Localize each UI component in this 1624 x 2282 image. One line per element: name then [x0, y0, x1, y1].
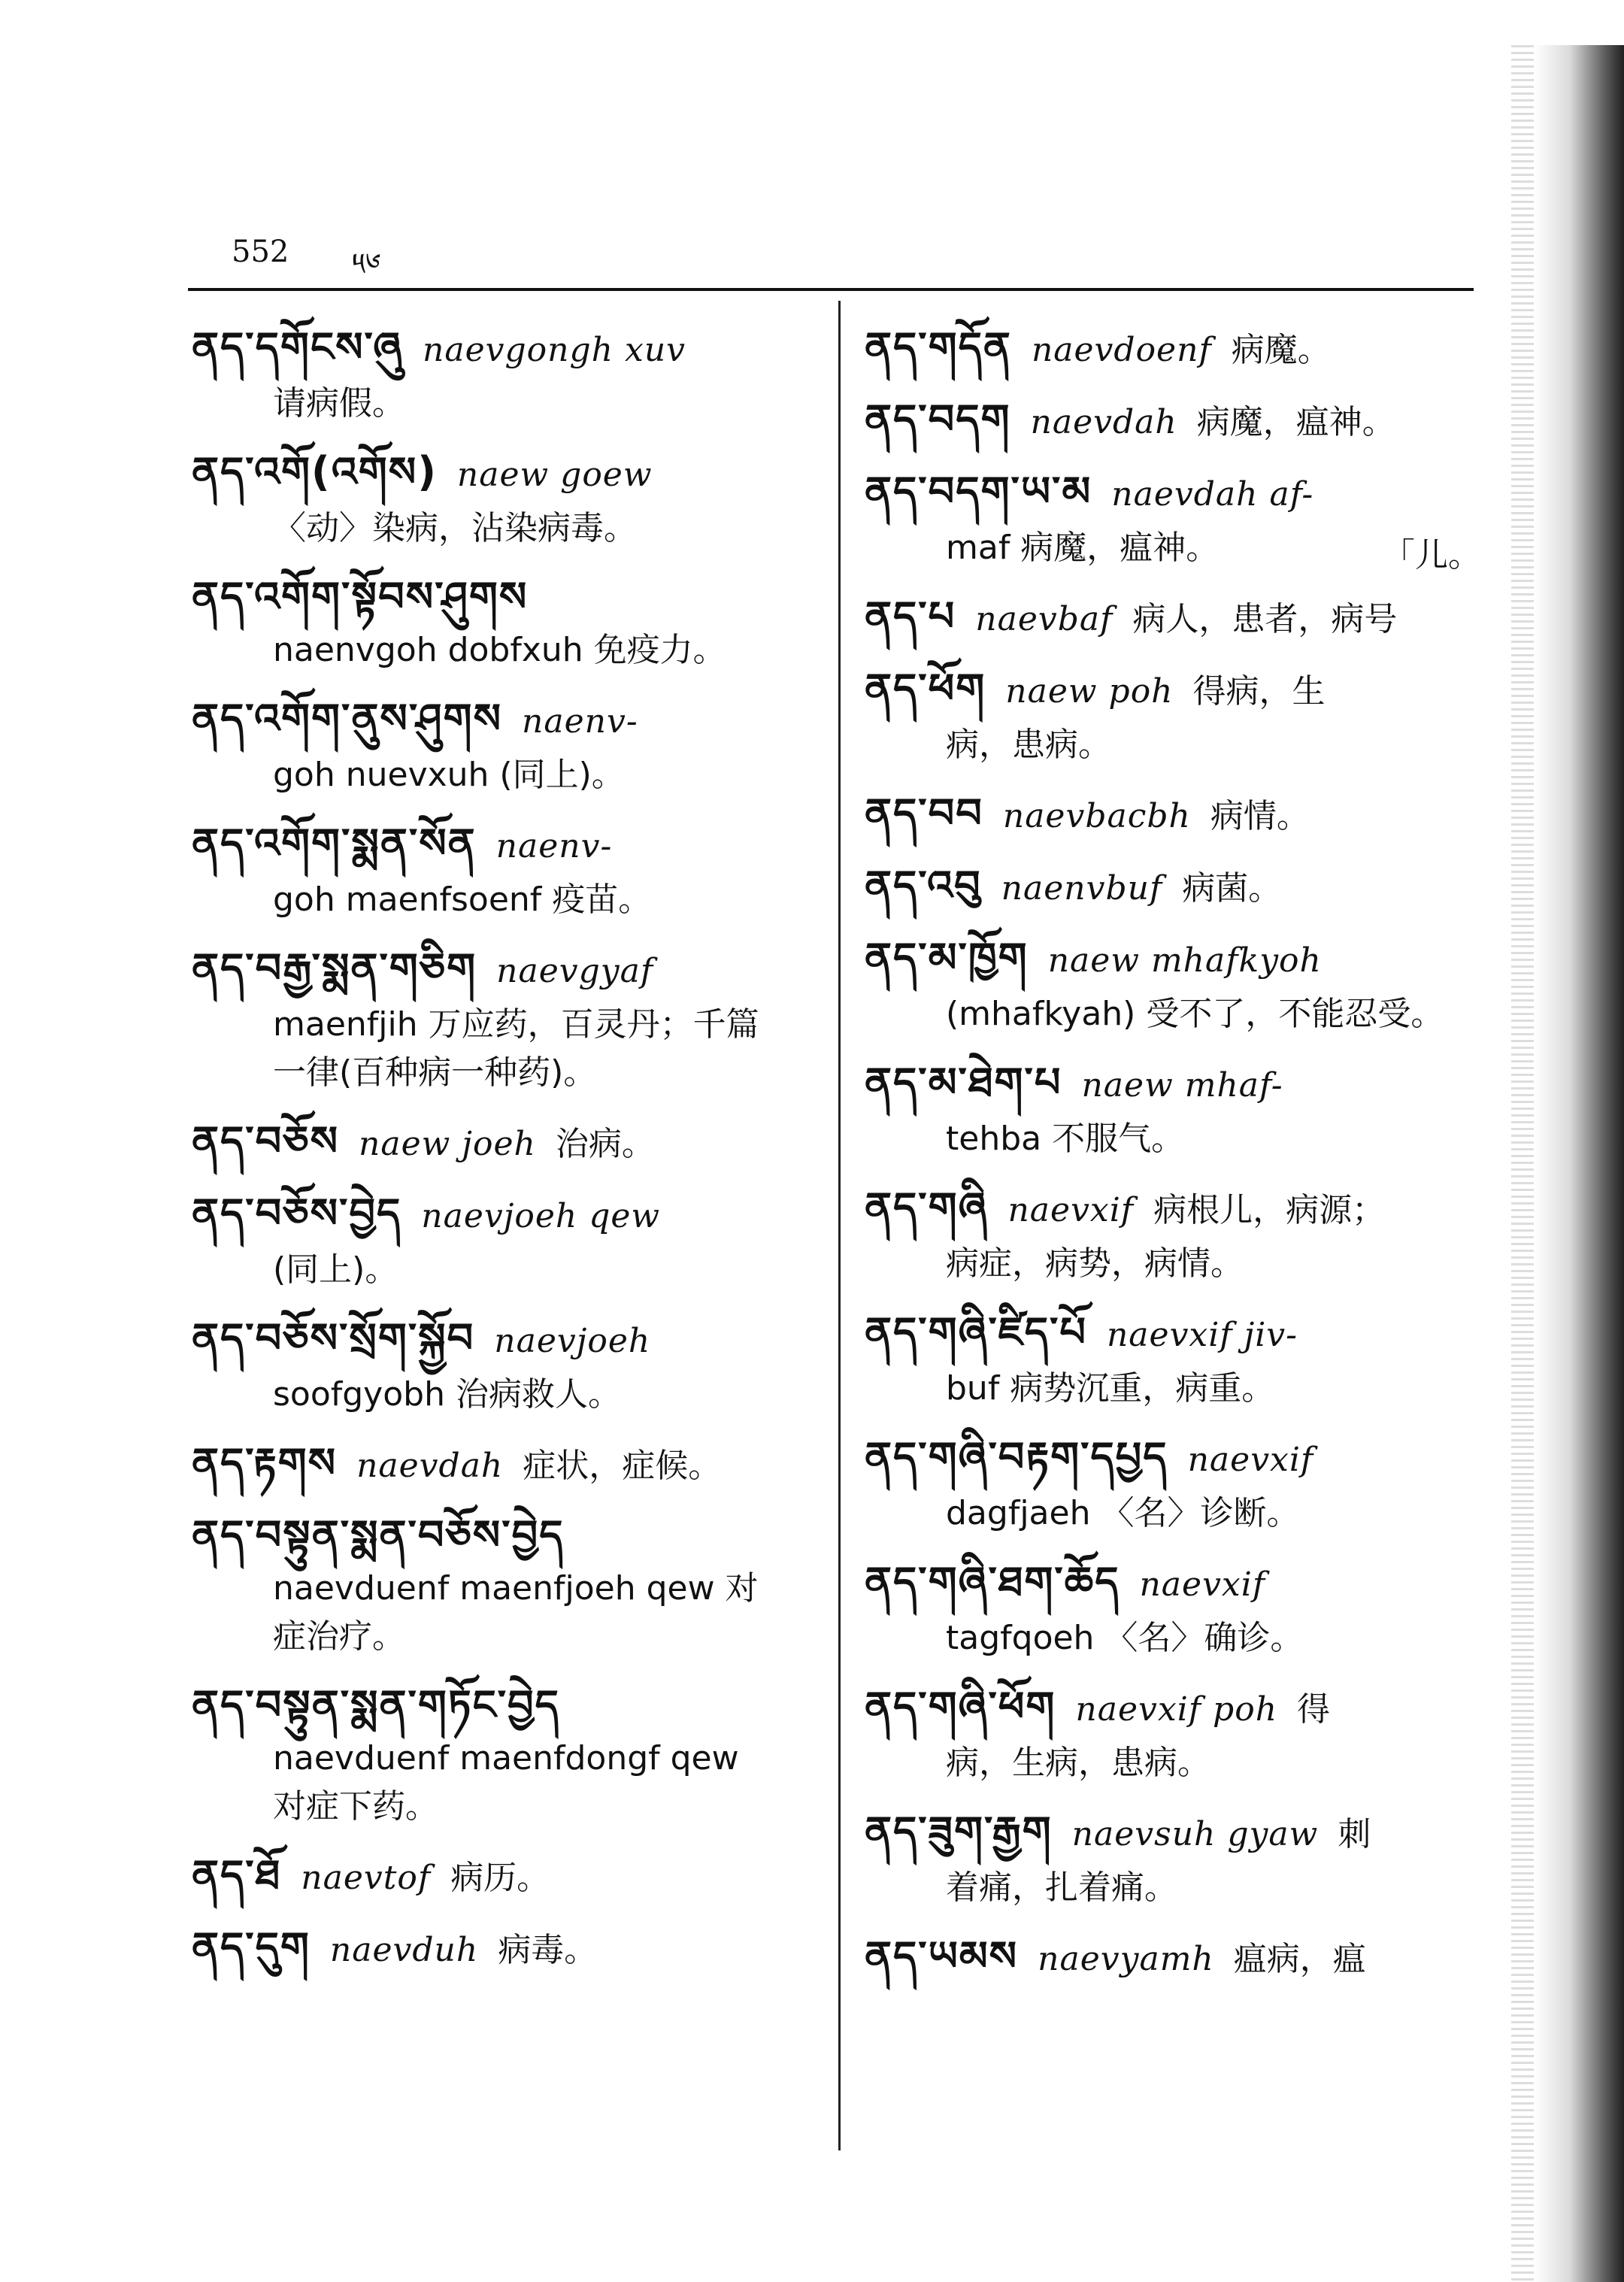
- entry-headline: [192, 441, 816, 507]
- romanization: naew mhafkyoh: [1047, 941, 1322, 980]
- romanization: naevxif: [1139, 1565, 1266, 1604]
- dictionary-entry: [192, 1844, 816, 1910]
- tibetan-headword: ནད་འགོག་སྨན་སོན: [192, 820, 477, 867]
- page-number: 552: [232, 235, 289, 269]
- entry-headline: [865, 1426, 1481, 1492]
- romanization: naevdah: [356, 1447, 504, 1485]
- dictionary-entry: [192, 1674, 816, 1833]
- romanization: naenv-: [495, 827, 613, 865]
- entry-continuation: 对症下药。: [273, 1787, 438, 1826]
- entry-headline: [865, 854, 1481, 920]
- tibetan-headword: ནད་བཅོས་བྱེད: [192, 1189, 402, 1237]
- tibetan-headword: ནད་འགོག་སྟོབས་ཤུགས: [192, 573, 529, 620]
- entry-headline: [192, 812, 816, 878]
- entry-headline: [192, 316, 816, 382]
- chinese-gloss: 症状，症候。: [523, 1447, 722, 1485]
- entry-continuation: naenvgoh dobfxuh 免疫力。: [273, 631, 726, 669]
- chinese-gloss: 瘟病，瘟: [1233, 1940, 1366, 1978]
- chinese-gloss: 病历。: [450, 1859, 550, 1897]
- romanization: naew poh: [1005, 672, 1174, 711]
- entry-headline: [865, 926, 1481, 993]
- entry-continuation: 症治疗。: [273, 1617, 405, 1656]
- header-rule: [188, 288, 1474, 291]
- margin-note: 「儿。: [1382, 536, 1481, 574]
- entry-headline: [192, 1182, 816, 1248]
- entry-headline: [192, 937, 816, 1003]
- tibetan-headword: ནད་བསྟུན་སྨན་གཏོང་བྱེད: [192, 1681, 560, 1729]
- dictionary-entry: [192, 937, 816, 1099]
- romanization: naevtof: [301, 1859, 432, 1897]
- romanization: naevduh: [329, 1931, 479, 1969]
- chinese-gloss: 病根儿，病源；: [1153, 1191, 1386, 1229]
- entry-continuation: tagfqoeh 〈名〉确诊。: [946, 1619, 1304, 1657]
- dictionary-entry: [865, 782, 1481, 848]
- tibetan-headword: ནད་བརྒྱ་སྨན་གཅིག: [192, 944, 477, 992]
- dictionary-entry: [865, 854, 1481, 920]
- dictionary-entry: [865, 460, 1481, 574]
- tibetan-headword: ནད་བཅོས: [192, 1117, 340, 1165]
- entry-continuation: 请病假。: [273, 384, 405, 423]
- romanization: naevbaf: [975, 600, 1113, 638]
- entry-continuation: 病，生病，患病。: [946, 1744, 1210, 1782]
- entry-continuation: 病症，病势，病情。: [946, 1244, 1244, 1283]
- entry-continuation: maf 病魔，瘟神。: [946, 529, 1220, 567]
- romanization: naenv-: [522, 702, 638, 741]
- right-column: [865, 316, 1481, 1997]
- romanization: naew goew: [456, 456, 653, 494]
- entry-headline: [192, 1674, 816, 1737]
- dictionary-entry: [192, 1307, 816, 1421]
- entry-headline: [192, 565, 816, 629]
- entry-continuation: naevduenf maenfjoeh qew 对: [273, 1569, 759, 1608]
- chinese-gloss: 病魔。: [1231, 331, 1331, 369]
- dictionary-entry: [192, 1432, 816, 1498]
- entry-headline: [865, 585, 1481, 651]
- entry-headline: [865, 1176, 1481, 1242]
- chinese-gloss: 得病，生: [1192, 672, 1326, 711]
- entry-headline: [865, 460, 1481, 526]
- tibetan-headword: ནད་ཕོག: [865, 665, 986, 712]
- entry-headline: [865, 1800, 1481, 1866]
- romanization: naevxif: [1007, 1191, 1135, 1229]
- tibetan-headword: ནད་གཞི་ཕོག: [865, 1683, 1056, 1730]
- entry-headline: [865, 1675, 1481, 1741]
- entry-continuation: soofgyobh 治病救人。: [273, 1375, 621, 1414]
- chinese-gloss: 病人，患者，病号: [1132, 600, 1398, 638]
- entry-headline: [865, 388, 1481, 454]
- chinese-gloss: 得: [1297, 1690, 1331, 1729]
- romanization: naevdah: [1030, 403, 1177, 441]
- entry-continuation: goh maenfsoenf 疫苗。: [273, 880, 652, 919]
- entry-continuation: 一律(百种病一种药)。: [273, 1053, 597, 1092]
- romanization: naenvbuf: [1001, 869, 1163, 908]
- dictionary-entry: [192, 812, 816, 926]
- romanization: naevdah af-: [1111, 475, 1314, 514]
- dictionary-entry: [865, 1925, 1481, 1991]
- dictionary-entry: [865, 1800, 1481, 1914]
- entry-continuation: (同上)。: [273, 1250, 398, 1289]
- tibetan-headword: ནད་བབ: [865, 789, 983, 837]
- entry-headline: [865, 782, 1481, 848]
- romanization: naevyamh: [1038, 1940, 1214, 1978]
- dictionary-entry: [865, 1301, 1481, 1415]
- romanization: naevgyaf: [496, 952, 654, 990]
- column-divider: [838, 301, 841, 2150]
- tibetan-headword: ནད་ཟུག་རྒྱག: [865, 1808, 1053, 1855]
- tibetan-headword: ནད་དགོངས་ཞུ: [192, 323, 404, 371]
- scan-edge-shadow: [1534, 45, 1624, 2282]
- chinese-gloss: 病魔，瘟神。: [1196, 403, 1395, 441]
- chinese-gloss: 病毒。: [498, 1931, 598, 1969]
- romanization: naevsuh gyaw: [1071, 1815, 1319, 1853]
- romanization: naew joeh: [359, 1125, 536, 1163]
- dictionary-entry: [865, 1550, 1481, 1665]
- dictionary-entry: [192, 316, 816, 430]
- chinese-gloss: 病菌。: [1182, 869, 1282, 908]
- entry-continuation: maenfjih 万应药，百灵丹；千篇: [273, 1005, 759, 1044]
- entry-headline: [865, 1301, 1481, 1367]
- tibetan-headword: ནད་མ་ཐེག་པ: [865, 1059, 1062, 1106]
- dictionary-entry: [865, 657, 1481, 771]
- dictionary-entry: [865, 1051, 1481, 1165]
- romanization: naevjoeh qew: [421, 1197, 661, 1235]
- entry-continuation: (mhafkyah) 受不了，不能忍受。: [946, 995, 1444, 1033]
- entry-continuation: 着痛，扎着痛。: [946, 1868, 1177, 1907]
- entry-headline: [192, 1916, 816, 1982]
- tibetan-headword: ནད་འབུ: [865, 862, 982, 909]
- entry-headline: [865, 1925, 1481, 1991]
- entry-headline: [865, 657, 1481, 723]
- dictionary-entry: [865, 1176, 1481, 1290]
- entry-headline: [865, 1051, 1481, 1117]
- dictionary-entry: [865, 1426, 1481, 1540]
- entry-headline: [192, 1110, 816, 1176]
- entry-headline: [865, 316, 1481, 382]
- entry-headline: [192, 1307, 816, 1373]
- tibetan-headword: ནད་པ: [865, 592, 956, 640]
- romanization: naevxif poh: [1075, 1690, 1278, 1729]
- entry-headline: [865, 1550, 1481, 1617]
- dictionary-entry: [865, 926, 1481, 1041]
- entry-headline: [192, 1844, 816, 1910]
- tibetan-headword: ནད་བདག: [865, 395, 1011, 443]
- dictionary-entry: [192, 441, 816, 555]
- left-column: [192, 316, 816, 1988]
- entry-continuation: dagfjaeh 〈名〉诊断。: [946, 1494, 1300, 1532]
- entry-headline: [192, 1432, 816, 1498]
- romanization: naevbacbh: [1002, 797, 1191, 835]
- tibetan-headword: ནད་འགོ(འགོས): [192, 448, 438, 495]
- chinese-gloss: 病情。: [1210, 797, 1310, 835]
- tibetan-headword: ནད་བདག་ཡ་མ: [865, 468, 1092, 515]
- dictionary-entry: [865, 388, 1481, 454]
- tibetan-headword: ནད་བསྟུན་སྨན་བཅོས་བྱེད: [192, 1511, 565, 1559]
- tibetan-headword: ནད་གཞི་ཐག་ཆོད: [865, 1558, 1120, 1605]
- tibetan-headword: ནད་ཐོ: [192, 1851, 282, 1899]
- tibetan-headword: ནད་གཞི་ཛིད་པོ: [865, 1308, 1087, 1356]
- entry-continuation: buf 病势沉重，病重。: [946, 1369, 1275, 1408]
- dictionary-entry: [192, 565, 816, 677]
- romanization: naevgongh xuv: [423, 331, 686, 369]
- tibetan-headword: ནད་འགོག་ནུས་ཤུགས: [192, 695, 503, 742]
- romanization: naew mhaf-: [1081, 1066, 1283, 1105]
- tibetan-headword: ནད་ཡམས: [865, 1932, 1019, 1980]
- entry-continuation: naevduenf maenfdongf qew: [273, 1739, 739, 1777]
- entry-continuation: goh nuevxuh (同上)。: [273, 756, 625, 794]
- tibetan-headword: ནད་མ་ཁྱོག: [865, 934, 1029, 981]
- entry-continuation: tehba 不服气。: [946, 1120, 1185, 1158]
- tibetan-page-number: ༥༦: [352, 247, 381, 282]
- tibetan-headword: ནད་གཞི: [865, 1183, 989, 1231]
- tibetan-headword: ནད་གཞི་བརྟག་དཔྱད: [865, 1433, 1168, 1480]
- romanization: naevxif: [1187, 1441, 1314, 1479]
- tibetan-headword: ནད་གདོན: [865, 323, 1012, 371]
- romanization: naevdoenf: [1031, 331, 1212, 369]
- entry-continuation: 〈动〉染病，沾染病毒。: [273, 509, 637, 547]
- tibetan-headword: ནད་རྟགས: [192, 1439, 338, 1486]
- entry-continuation: 病，患病。: [946, 726, 1111, 764]
- chinese-gloss: 治病。: [555, 1125, 655, 1163]
- dictionary-entry: [192, 687, 816, 802]
- dictionary-entry: [192, 1504, 816, 1663]
- romanization: naevxif jiv-: [1106, 1316, 1298, 1354]
- dictionary-entry: [865, 1675, 1481, 1790]
- romanization: naevjoeh: [494, 1322, 651, 1360]
- tibetan-headword: ནད་དུག: [192, 1923, 311, 1971]
- dictionary-entry: [865, 585, 1481, 651]
- tibetan-headword: ནད་བཅོས་སྲོག་སྐྱོབ: [192, 1314, 475, 1362]
- dictionary-entry: [192, 1182, 816, 1296]
- dictionary-entry: [192, 1110, 816, 1176]
- chinese-gloss: 刺: [1338, 1815, 1371, 1853]
- entry-headline: [192, 1504, 816, 1567]
- dictionary-entry: [192, 1916, 816, 1982]
- dictionary-entry: [865, 316, 1481, 382]
- entry-headline: [192, 687, 816, 753]
